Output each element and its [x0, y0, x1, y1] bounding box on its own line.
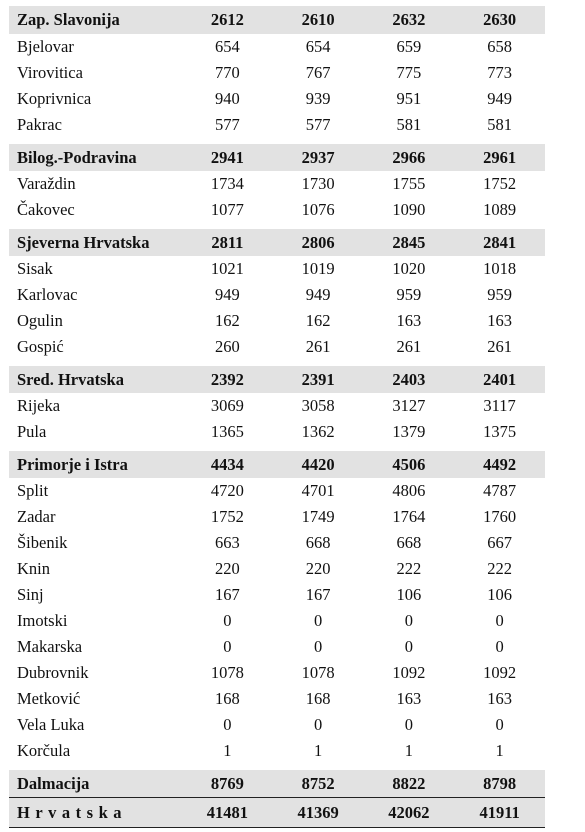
group-header-row: [9, 6, 545, 34]
table-row: [9, 60, 545, 86]
value-cell: 1734: [210, 174, 244, 193]
table-row: [9, 530, 545, 556]
value-cell: 4434: [182, 448, 273, 478]
value-cell: 1090: [392, 200, 426, 219]
group-header-row: [9, 226, 545, 256]
value-cell: 220: [215, 559, 240, 578]
value-cell: 0: [314, 637, 323, 656]
table-row: [9, 334, 545, 363]
value-cell: 1076: [301, 200, 335, 219]
table-row: [9, 419, 545, 448]
table-row: [9, 738, 545, 767]
value-cell: 773: [487, 63, 512, 82]
value-cell: 1020: [392, 259, 426, 278]
value-cell: 654: [305, 37, 331, 56]
value-cell: 3117: [483, 396, 516, 415]
value-cell: 162: [305, 311, 331, 330]
value-cell: 959: [396, 285, 422, 304]
value-cell: 261: [487, 337, 512, 356]
value-cell: 163: [487, 689, 512, 708]
value-cell: 1021: [210, 259, 244, 278]
row-label: Šibenik: [17, 533, 68, 552]
value-cell: 2401: [454, 363, 545, 393]
value-cell: 8822: [364, 767, 455, 798]
value-cell: 1089: [483, 200, 517, 219]
table-row: [9, 556, 545, 582]
table-row: [9, 308, 545, 334]
row-label: Primorje i Istra: [9, 448, 182, 478]
value-cell: 770: [215, 63, 240, 82]
value-cell: 2392: [182, 363, 273, 393]
value-cell: 4806: [392, 481, 426, 500]
value-cell: 0: [223, 611, 232, 630]
row-label: Zap. Slavonija: [9, 6, 182, 34]
value-cell: 1760: [483, 507, 517, 526]
value-cell: 1077: [210, 200, 244, 219]
value-cell: 1749: [301, 507, 335, 526]
value-cell: 0: [223, 715, 232, 734]
value-cell: 1752: [210, 507, 244, 526]
value-cell: 654: [215, 37, 240, 56]
row-label: Pakrac: [17, 115, 62, 134]
value-cell: 222: [396, 559, 422, 578]
value-cell: 4492: [454, 448, 545, 478]
value-cell: 260: [215, 337, 240, 356]
value-cell: 0: [314, 611, 323, 630]
table-row: [9, 197, 545, 226]
value-cell: 4420: [273, 448, 364, 478]
value-cell: 951: [396, 89, 422, 108]
value-cell: 3058: [301, 396, 335, 415]
value-cell: 0: [223, 637, 232, 656]
data-table-container: [9, 6, 545, 828]
row-label: Vela Luka: [17, 715, 85, 734]
table-row: [9, 256, 545, 282]
value-cell: 3069: [210, 396, 244, 415]
value-cell: 1019: [301, 259, 335, 278]
table-row: [9, 478, 545, 504]
table-row: [9, 171, 545, 197]
row-label: Virovitica: [17, 63, 83, 82]
group-header-row: [9, 141, 545, 171]
value-cell: 1: [404, 741, 413, 760]
value-cell: 1: [495, 741, 504, 760]
value-cell: 167: [305, 585, 331, 604]
table-row: [9, 282, 545, 308]
value-cell: 2612: [182, 6, 273, 34]
value-cell: 2961: [454, 141, 545, 171]
value-cell: 663: [215, 533, 240, 552]
value-cell: 581: [487, 115, 512, 134]
value-cell: 0: [404, 715, 413, 734]
row-label: Bjelovar: [17, 37, 74, 56]
value-cell: 2937: [273, 141, 364, 171]
value-cell: 167: [215, 585, 240, 604]
row-label: Koprivnica: [17, 89, 92, 108]
value-cell: 668: [305, 533, 331, 552]
value-cell: 2632: [364, 6, 455, 34]
row-label: Rijeka: [17, 396, 61, 415]
value-cell: 1365: [210, 422, 244, 441]
value-cell: 1: [223, 741, 232, 760]
value-cell: 2391: [273, 363, 364, 393]
row-label: Gospić: [17, 337, 64, 356]
value-cell: 162: [215, 311, 240, 330]
value-cell: 577: [305, 115, 331, 134]
table-row: [9, 112, 545, 141]
value-cell: 163: [396, 689, 422, 708]
value-cell: 42062: [364, 798, 455, 828]
total-row: [9, 798, 545, 828]
value-cell: 1375: [483, 422, 517, 441]
value-cell: 2841: [454, 226, 545, 256]
value-cell: 41481: [182, 798, 273, 828]
value-cell: 1: [314, 741, 323, 760]
table-row: [9, 504, 545, 530]
value-cell: 106: [396, 585, 422, 604]
value-cell: 1752: [483, 174, 517, 193]
value-cell: 8769: [182, 767, 273, 798]
value-cell: 8798: [454, 767, 545, 798]
row-label: Ogulin: [17, 311, 63, 330]
table-row: [9, 660, 545, 686]
table-row: [9, 582, 545, 608]
value-cell: 577: [215, 115, 240, 134]
value-cell: 41369: [273, 798, 364, 828]
value-cell: 668: [396, 533, 422, 552]
table-row: [9, 86, 545, 112]
value-cell: 1379: [392, 422, 426, 441]
table-row: [9, 712, 545, 738]
value-cell: 261: [396, 337, 422, 356]
value-cell: 1764: [392, 507, 426, 526]
row-label: Knin: [17, 559, 50, 578]
value-cell: 261: [305, 337, 331, 356]
row-label: Sjeverna Hrvatska: [9, 226, 182, 256]
row-label: Metković: [17, 689, 81, 708]
value-cell: 41911: [454, 798, 545, 828]
row-label: Pula: [17, 422, 47, 441]
value-cell: 0: [314, 715, 323, 734]
value-cell: 658: [487, 37, 512, 56]
value-cell: 939: [305, 89, 331, 108]
row-label: Korčula: [17, 741, 71, 760]
row-label: Dalmacija: [9, 767, 182, 798]
value-cell: 1730: [301, 174, 335, 193]
row-label: Zadar: [17, 507, 56, 526]
value-cell: 8752: [273, 767, 364, 798]
row-label: Imotski: [17, 611, 68, 630]
table-row: [9, 608, 545, 634]
value-cell: 767: [305, 63, 331, 82]
value-cell: 163: [487, 311, 512, 330]
value-cell: 1018: [483, 259, 517, 278]
group-header-row: [9, 363, 545, 393]
value-cell: 3127: [392, 396, 426, 415]
value-cell: 949: [487, 89, 512, 108]
row-label: Čakovec: [17, 200, 75, 219]
value-cell: 0: [495, 715, 504, 734]
value-cell: 2806: [273, 226, 364, 256]
table-row: [9, 634, 545, 660]
value-cell: 2845: [364, 226, 455, 256]
value-cell: 1078: [301, 663, 335, 682]
value-cell: 949: [305, 285, 331, 304]
row-label: Dubrovnik: [17, 663, 89, 682]
value-cell: 1362: [301, 422, 335, 441]
value-cell: 0: [404, 637, 413, 656]
value-cell: 2630: [454, 6, 545, 34]
value-cell: 106: [487, 585, 512, 604]
value-cell: 4720: [210, 481, 244, 500]
table-row: [9, 34, 545, 60]
row-label: Hrvatska: [9, 798, 182, 828]
data-table: [9, 6, 545, 828]
value-cell: 2610: [273, 6, 364, 34]
value-cell: 949: [215, 285, 240, 304]
table-row: [9, 393, 545, 419]
value-cell: 667: [487, 533, 512, 552]
value-cell: 222: [487, 559, 512, 578]
value-cell: 163: [396, 311, 422, 330]
value-cell: 2966: [364, 141, 455, 171]
table-row: [9, 686, 545, 712]
value-cell: 2811: [182, 226, 273, 256]
row-label: Varaždin: [17, 174, 76, 193]
value-cell: 4787: [483, 481, 517, 500]
value-cell: 775: [396, 63, 422, 82]
value-cell: 0: [495, 611, 504, 630]
value-cell: 581: [396, 115, 422, 134]
group-header-row: [9, 767, 545, 798]
value-cell: 1092: [483, 663, 517, 682]
table-body: [9, 6, 545, 828]
row-label: Sred. Hrvatska: [9, 363, 182, 393]
value-cell: 2403: [364, 363, 455, 393]
value-cell: 959: [487, 285, 512, 304]
value-cell: 0: [404, 611, 413, 630]
value-cell: 0: [495, 637, 504, 656]
row-label: Sisak: [17, 259, 53, 278]
value-cell: 168: [215, 689, 240, 708]
value-cell: 168: [305, 689, 331, 708]
value-cell: 4506: [364, 448, 455, 478]
row-label: Bilog.-Podravina: [9, 141, 182, 171]
value-cell: 1755: [392, 174, 426, 193]
row-label: Split: [17, 481, 49, 500]
group-header-row: [9, 448, 545, 478]
value-cell: 940: [215, 89, 240, 108]
value-cell: 1078: [210, 663, 244, 682]
value-cell: 659: [396, 37, 422, 56]
value-cell: 220: [305, 559, 331, 578]
row-label: Makarska: [17, 637, 83, 656]
row-label: Sinj: [17, 585, 44, 604]
value-cell: 2941: [182, 141, 273, 171]
value-cell: 4701: [301, 481, 335, 500]
row-label: Karlovac: [17, 285, 78, 304]
value-cell: 1092: [392, 663, 426, 682]
